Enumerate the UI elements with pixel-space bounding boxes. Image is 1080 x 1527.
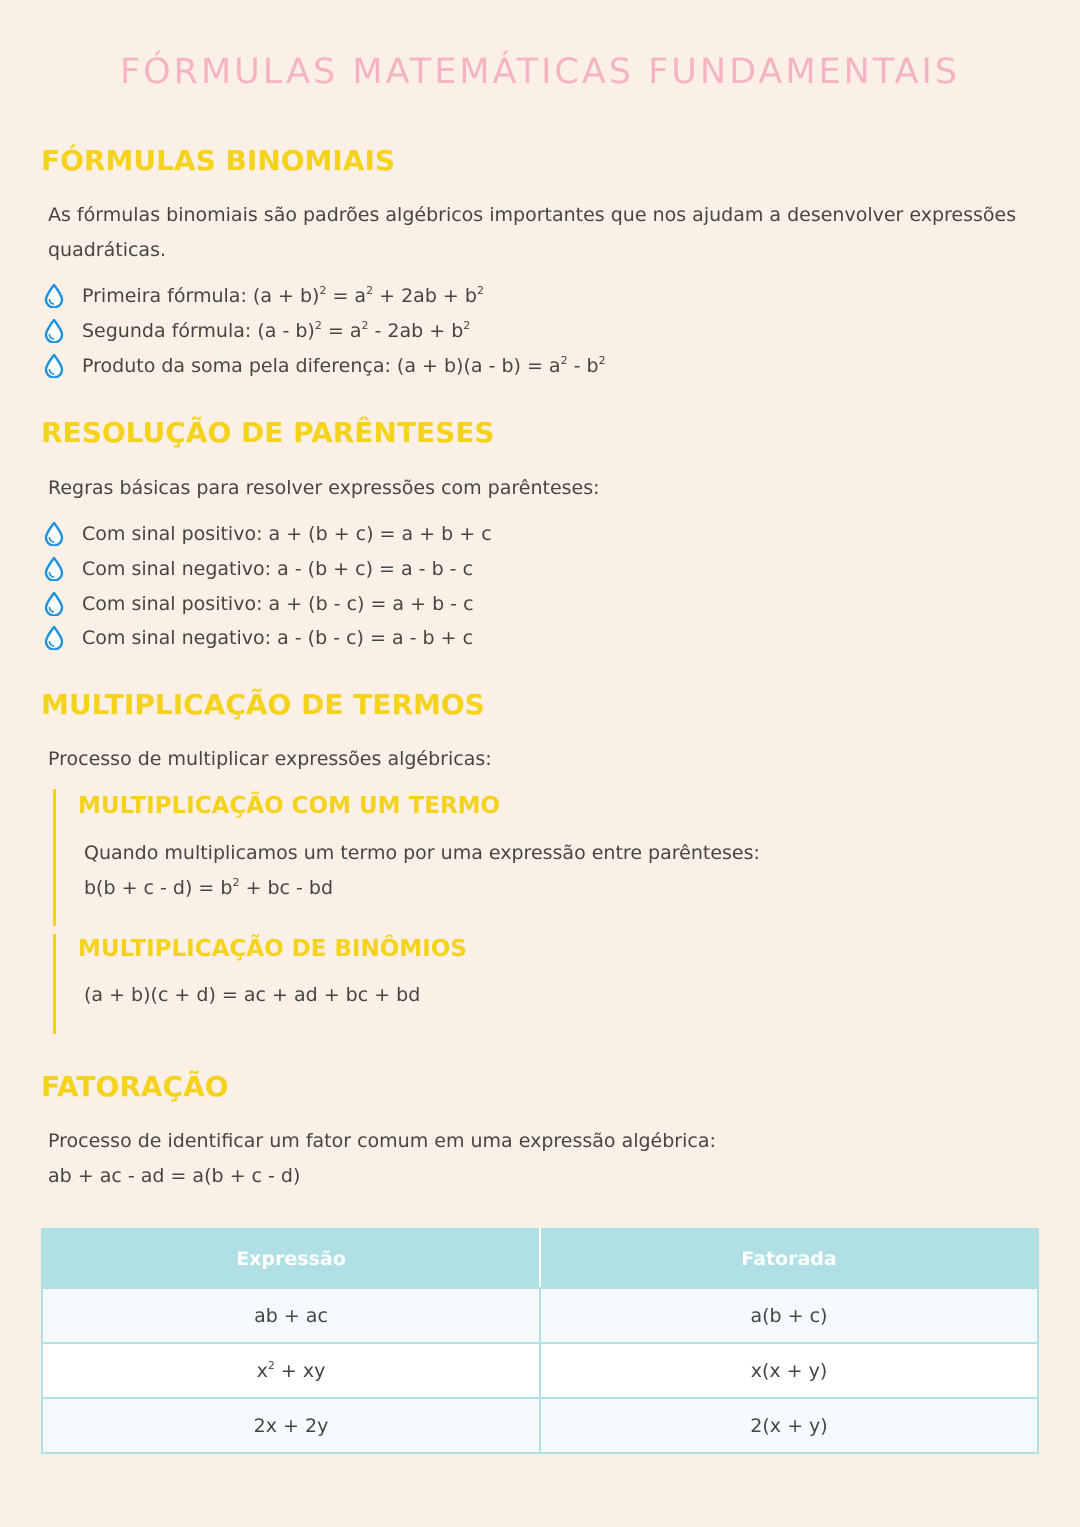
binomiais-list (44, 279, 606, 383)
column-header-expressao: Expressão (42, 1229, 540, 1288)
water-drop-icon (44, 557, 64, 581)
section-heading-binomiais: FÓRMULAS BINOMIAIS (41, 144, 396, 177)
subblock-um-termo (53, 789, 760, 926)
water-drop-icon (44, 626, 64, 650)
page-title: FÓRMULAS MATEMÁTICAS FUNDAMENTAIS (119, 52, 960, 92)
section-heading-multiplicacao: MULTIPLICAÇÃO DE TERMOS (41, 688, 485, 721)
water-drop-icon (44, 354, 64, 378)
list-item (44, 552, 492, 587)
water-drop-icon (44, 319, 64, 343)
table-row (42, 1343, 1038, 1398)
list-item (44, 348, 606, 383)
list-item (44, 279, 606, 314)
table-row (42, 1288, 1038, 1343)
list-item (44, 314, 606, 349)
rule-text: Com sinal negativo: a - (b - c) = a - b + c (82, 627, 474, 650)
table-cell: x(x + y) (540, 1343, 1038, 1398)
multiplicacao-intro: Processo de multiplicar expressões algébricas: (48, 748, 492, 770)
column-header-fatorada: Fatorada (540, 1229, 1038, 1288)
section-heading-fatoracao: FATORAÇÃO (41, 1070, 229, 1103)
water-drop-icon (44, 284, 64, 308)
formula-label: Produto da soma pela diferença: (82, 354, 391, 377)
table-cell: a(b + c) (540, 1288, 1038, 1343)
subheading-um-termo: MULTIPLICAÇÃO COM UM TERMO (78, 793, 501, 819)
water-drop-icon (44, 592, 64, 616)
parenteses-intro: Regras básicas para resolver expressões com parênteses: (48, 477, 600, 499)
binomios-formula: (a + b)(c + d) = ac + ad + bc + bd (84, 984, 421, 1006)
um-termo-formula: $b(b + c - d) = b^2$ + bc - bd (84, 876, 334, 899)
formula-label: Segunda fórmula: (82, 320, 252, 343)
rule-text: Com sinal positivo: a + (b + c) = a + b + c (82, 523, 492, 546)
formula-label: Primeira fórmula: (82, 285, 247, 308)
table-row (42, 1398, 1038, 1453)
list-item (44, 586, 492, 621)
list-item (44, 517, 492, 552)
um-termo-text: Quando multiplicamos um termo por uma expressão entre parênteses: (84, 842, 760, 864)
section-heading-parenteses: RESOLUÇÃO DE PARÊNTESES (41, 416, 495, 449)
table-cell: ab + ac (42, 1288, 540, 1343)
table-cell: $x^2$ + xy (42, 1343, 540, 1398)
subheading-binomios: MULTIPLICAÇÃO DE BINÔMIOS (78, 936, 467, 962)
rule-text: Com sinal positivo: a + (b - c) = a + b - c (82, 592, 474, 615)
table-header-row (42, 1229, 1038, 1288)
parenteses-list (44, 517, 492, 656)
list-item (44, 621, 492, 656)
fatoracao-intro: Processo de identificar um fator comum em uma expressão algébrica: (48, 1130, 716, 1152)
subblock-binomios (53, 934, 467, 1034)
water-drop-icon (44, 522, 64, 546)
table-cell: 2(x + y) (540, 1398, 1038, 1453)
fatoracao-formula: ab + ac - ad = a(b + c - d) (48, 1165, 301, 1187)
formula-text: $(a + b)^2 = a^2 + 2ab + b^2$ (252, 284, 484, 308)
binomiais-intro: As fórmulas binomiais são padrões algébricos importantes que nos ajudam a desenvolver expressões quadráticas. (48, 204, 1017, 261)
formula-text: $(a + b)(a - b) = a^2 - b^2$ (396, 353, 606, 377)
table-cell: 2x + 2y (42, 1398, 540, 1453)
formula-text: $(a - b)^2 = a^2 - 2ab + b^2$ (257, 319, 471, 343)
rule-text: Com sinal negativo: a - (b + c) = a - b - c (82, 558, 474, 581)
factoring-table (41, 1228, 1039, 1454)
